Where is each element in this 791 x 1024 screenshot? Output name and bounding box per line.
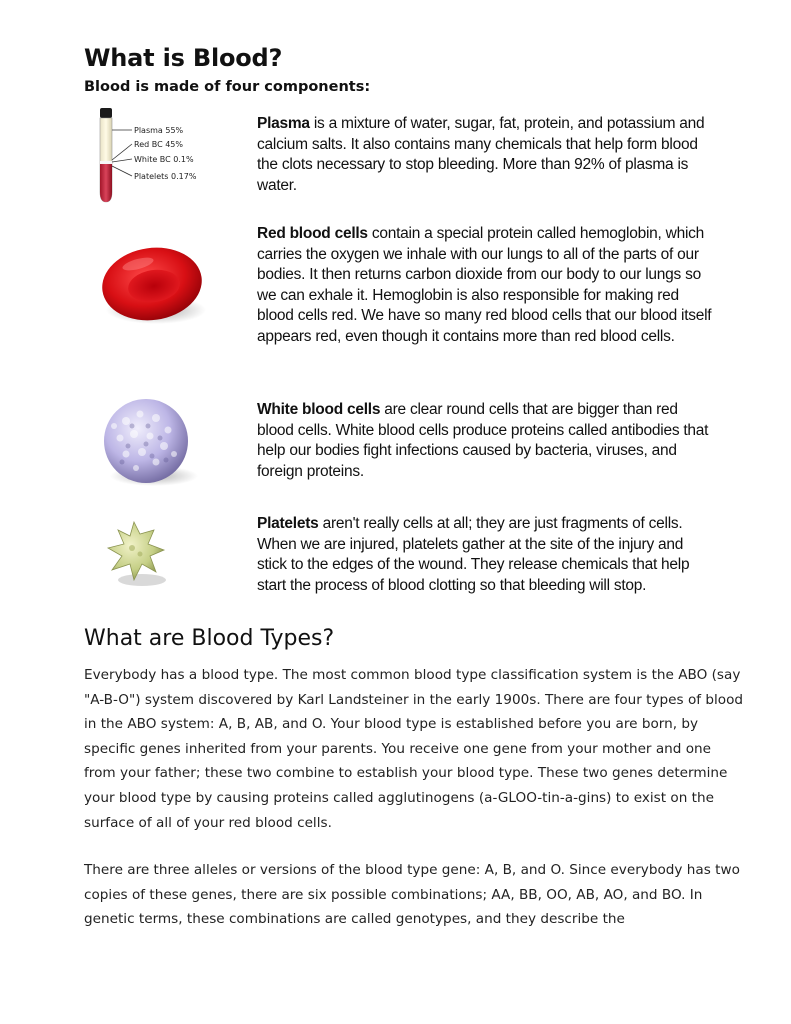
red-blood-cells-description <box>257 224 712 347</box>
plasma-description <box>257 114 712 196</box>
red-blood-cells-term: Red blood cells <box>257 225 368 242</box>
white-blood-cells-term: White blood cells <box>257 401 381 418</box>
tube-label-platelets: Platelets 0.17% <box>134 172 197 181</box>
blood-types-paragraph-2: There are three alleles or versions of the blood type gene: A, B, and O. Since everybody has two copies of these genes, there are six possible combinations; AA, BB, OO, AB, AO, and BO. In genetic terms, these combinations are called genotypes, and they describe the <box>84 862 740 928</box>
platelet-image <box>104 518 170 590</box>
components-subtitle: Blood is made of four components: <box>84 79 371 95</box>
tube-label-white: White BC 0.1% <box>134 155 194 164</box>
white-blood-cells-text: are clear round cells that are bigger than red blood cells. White blood cells produce proteins called antibodies that help our bodies fight infections caused by bacteria, viruses, and foreign proteins. <box>257 401 709 480</box>
tube-label-plasma: Plasma 55% <box>134 126 184 135</box>
platelets-term: Platelets <box>257 515 319 532</box>
red-blood-cells-text: contain a special protein called hemoglobin, which carries the oxygen we inhale with our lungs to all of the parts of our bodies. It then returns carbon dioxide from our body to our lungs so we can exhale it. Hemoglobin is also responsible for making red blood cells red. We have so many red blood cells that our blood itself appears red, even though it contains more than red blood cells. <box>257 225 712 345</box>
white-blood-cells-description <box>257 400 712 482</box>
white-blood-cell-image <box>96 396 202 488</box>
blood-types-paragraph-1: Everybody has a blood type. The most common blood type classification system is the ABO (say "A-B-O") system discovered by Karl Landsteiner in the early 1900s. There are four types of blood in the ABO system: A, B, AB, and O. Your blood type is established before you are born, by specific genes inherited from your parents. You receive one gene from your mother and one from your father; these two combine to establish your blood type. These two genes determine your blood type by causing proteins called agglutinogens (a-GLOO-tin-a-gins) to exist on the surface of all of your red blood cells. <box>84 667 744 831</box>
tube-white-layer <box>100 161 112 164</box>
page-title: What is Blood? <box>84 44 283 72</box>
blood-types-heading: What are Blood Types? <box>84 626 335 651</box>
plasma-term: Plasma <box>257 115 310 132</box>
blood-tube-figure <box>94 106 214 206</box>
tube-label-red: Red BC 45% <box>134 140 183 149</box>
tube-red-layer <box>100 164 112 202</box>
plasma-text: is a mixture of water, sugar, fat, protein, and potassium and calcium salts. It also contains many chemicals that help form blood the clots necessary to stop bleeding. More than 92% of plasma is water. <box>257 115 705 194</box>
platelets-description <box>257 514 712 596</box>
platelets-text: aren't really cells at all; they are just fragments of cells. When we are injured, platelets gather at the site of the injury and stick to the edges of the wound. They release chemicals that help start the process of blood clotting so that bleeding will stop. <box>257 515 690 594</box>
tube-cap <box>100 108 112 118</box>
red-blood-cell-image <box>98 244 210 330</box>
